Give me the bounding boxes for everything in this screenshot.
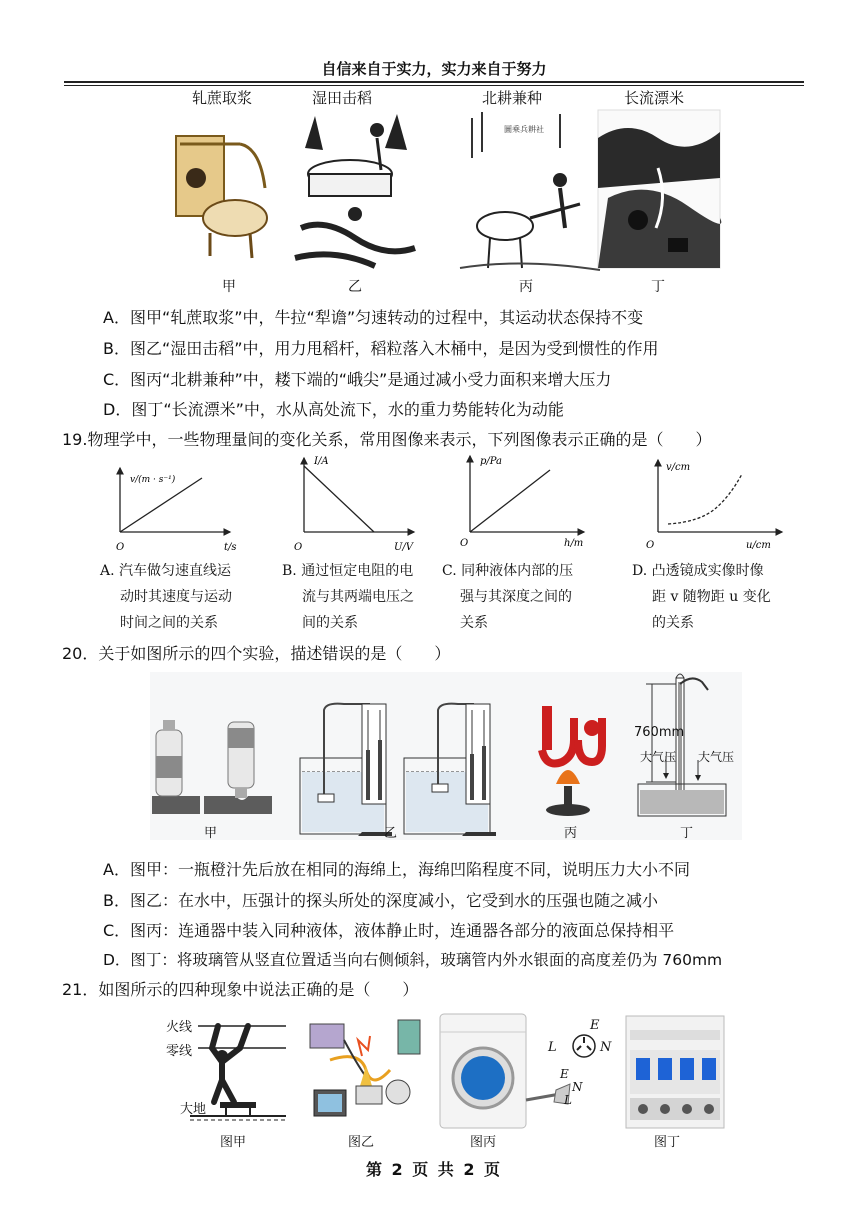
plug-label-l: L bbox=[564, 1093, 572, 1107]
graph-b-ylabel: I/A bbox=[314, 456, 329, 467]
image-label-bing: 丙 bbox=[519, 279, 533, 295]
graph-b-caption-line3: 间的关系 bbox=[302, 615, 358, 631]
figure-caption-ding: 图丁 bbox=[654, 1135, 681, 1150]
experiment-label-jia: 甲 bbox=[204, 826, 218, 841]
q20-stem: 20．关于如图所示的四个实验，描述错误的是（ ） bbox=[62, 644, 451, 663]
graph-d-caption-line2: 距 v 随物距 u 变化 bbox=[652, 589, 771, 605]
sugarcane-press-illustration bbox=[176, 136, 267, 258]
bing-stamp: 圖乘兵耕社 bbox=[504, 125, 544, 134]
graph-d-origin: O bbox=[646, 540, 655, 551]
graph-a-line bbox=[120, 478, 202, 532]
water-mill-illustration bbox=[598, 110, 721, 268]
q21-stem: 21．如图所示的四种现象中说法正确的是（ ） bbox=[62, 980, 419, 999]
graph-a-caption bbox=[100, 558, 232, 636]
graph-a-caption-line3: 时间之间的关系 bbox=[120, 615, 218, 631]
graph-d-ylabel: v/cm bbox=[666, 462, 691, 473]
q18-option-d: D．图丁“长流漂米”中，水从高处流下，水的重力势能转化为动能 bbox=[103, 400, 564, 419]
socket-label-n: N bbox=[600, 1040, 612, 1055]
graph-d-xlabel: u/cm bbox=[746, 540, 771, 551]
graph-a-ylabel: v/(m · s⁻¹) bbox=[130, 475, 176, 485]
image-label-jia: 甲 bbox=[222, 279, 236, 295]
barometer-air-pressure-left: 大气压 bbox=[640, 750, 677, 764]
barometer-air-pressure-right: 大气压 bbox=[698, 750, 735, 764]
experiment-label-bing: 丙 bbox=[564, 826, 578, 841]
q19-graphs bbox=[92, 452, 797, 557]
figure-caption-yi: 图乙 bbox=[348, 1135, 375, 1150]
graph-d-caption-line3: 的关系 bbox=[652, 615, 694, 631]
plug-label-n: N bbox=[572, 1080, 583, 1094]
q21-illustrations bbox=[160, 1010, 730, 1134]
q18-option-b: B．图乙“湿田击稻”中，用力甩稻杆，稻粒落入木桶中，是因为受到惯性的作用 bbox=[103, 339, 659, 358]
experiment-label-yi: 乙 bbox=[384, 826, 398, 841]
graph-a-xlabel: t/s bbox=[224, 542, 237, 553]
q20-option-b: B．图乙：在水中，压强计的探头所处的深度减小，它受到水的压强也随之减小 bbox=[103, 891, 658, 910]
figure-caption-bing: 图丙 bbox=[470, 1135, 497, 1150]
three-pin-socket-icon bbox=[573, 1035, 595, 1057]
graph-c-caption-line2: 强与其深度之间的 bbox=[460, 589, 572, 605]
graph-a-origin: O bbox=[116, 542, 125, 553]
graph-c-caption bbox=[442, 558, 573, 636]
graph-d-caption-line1: D. 凸透镜成实像时像 bbox=[632, 563, 764, 579]
fire-wire-label: 火线 bbox=[166, 1020, 193, 1035]
graph-b-origin: O bbox=[294, 542, 303, 553]
figure-caption-jia: 图甲 bbox=[220, 1135, 247, 1150]
ground-label: 大地 bbox=[180, 1102, 207, 1117]
q20-option-c: C．图丙：连通器中装入同种液体，液体静止时，连通器各部分的液面总保持相平 bbox=[103, 921, 675, 940]
graph-c-xlabel: h/m bbox=[564, 538, 584, 549]
image-label-yi: 乙 bbox=[348, 279, 362, 295]
graph-c bbox=[460, 456, 584, 549]
graph-b-caption-line2: 流与其两端电压之 bbox=[302, 589, 414, 605]
q20-option-a: A．图甲：一瓶橙汁先后放在相同的海绵上，海绵凹陷程度不同，说明压力大小不同 bbox=[103, 860, 690, 879]
header-rule-thick bbox=[64, 81, 804, 83]
image-title-yi: 湿田击稻 bbox=[312, 89, 373, 107]
graph-a-caption-line2: 动时其速度与运动 bbox=[120, 589, 232, 605]
graph-c-caption-line1: C. 同种液体内部的压 bbox=[442, 563, 574, 579]
graph-b-caption bbox=[282, 558, 414, 636]
neutral-wire-label: 零线 bbox=[166, 1044, 193, 1059]
graph-b-xlabel: U/V bbox=[394, 542, 414, 553]
image-label-ding: 丁 bbox=[651, 279, 665, 295]
image-title-jia: 轧蔗取浆 bbox=[192, 89, 253, 107]
graph-b-line bbox=[304, 466, 374, 532]
q18-option-c: C．图丙“北耕兼种”中，耧下端的“峨尖”是通过减小受力面积来增大压力 bbox=[103, 370, 612, 389]
graph-b-caption-line1: B. 通过恒定电阻的电 bbox=[282, 563, 414, 579]
graph-a-caption-line1: A. 汽车做匀速直线运 bbox=[100, 563, 232, 579]
graph-d bbox=[646, 460, 782, 551]
threshing-illustration bbox=[295, 114, 415, 266]
page-header-motto: 自信来自于实力，实力来自于努力 bbox=[321, 60, 547, 78]
ploughing-illustration bbox=[460, 112, 600, 270]
header-rule-thin bbox=[64, 85, 804, 86]
graph-d-curve bbox=[668, 474, 742, 524]
image-title-ding: 长流漂米 bbox=[624, 89, 685, 107]
graph-c-origin: O bbox=[460, 538, 469, 549]
plug-label-e: E bbox=[560, 1067, 569, 1081]
image-title-bing: 北耕兼种 bbox=[482, 89, 543, 107]
socket-label-l: L bbox=[548, 1040, 557, 1055]
graph-c-ylabel: p/Pa bbox=[480, 456, 503, 467]
graph-c-caption-line3: 关系 bbox=[460, 615, 488, 631]
page-footer: 第 2 页 共 2 页 bbox=[365, 1160, 503, 1179]
washing-machine-illustration bbox=[440, 1014, 570, 1128]
socket-label-e: E bbox=[590, 1018, 600, 1033]
barometer-height-label: 760mm bbox=[634, 725, 685, 740]
circuit-breaker-illustration bbox=[626, 1016, 724, 1128]
q18-option-a: A．图甲“轧蔗取浆”中，牛拉“犁谵”匀速转动的过程中，其运动状态保持不变 bbox=[103, 308, 644, 327]
experiment-label-ding: 丁 bbox=[680, 826, 694, 841]
graph-d-caption bbox=[632, 558, 771, 636]
graph-a bbox=[116, 468, 237, 553]
q18-illustrations bbox=[160, 108, 730, 276]
electrocution-illustration bbox=[190, 1026, 286, 1120]
q20-option-d: D．图丁：将玻璃管从竖直位置适当向右侧倾斜，玻璃管内外水银面的高度差仍为 760mm bbox=[103, 951, 723, 969]
graph-c-line bbox=[470, 470, 550, 532]
q19-stem: 19.物理学中，一些物理量间的变化关系，常用图像来表示，下列图像表示正确的是（ ） bbox=[62, 430, 712, 449]
overloaded-socket-illustration bbox=[310, 1020, 420, 1116]
graph-b bbox=[294, 456, 415, 553]
